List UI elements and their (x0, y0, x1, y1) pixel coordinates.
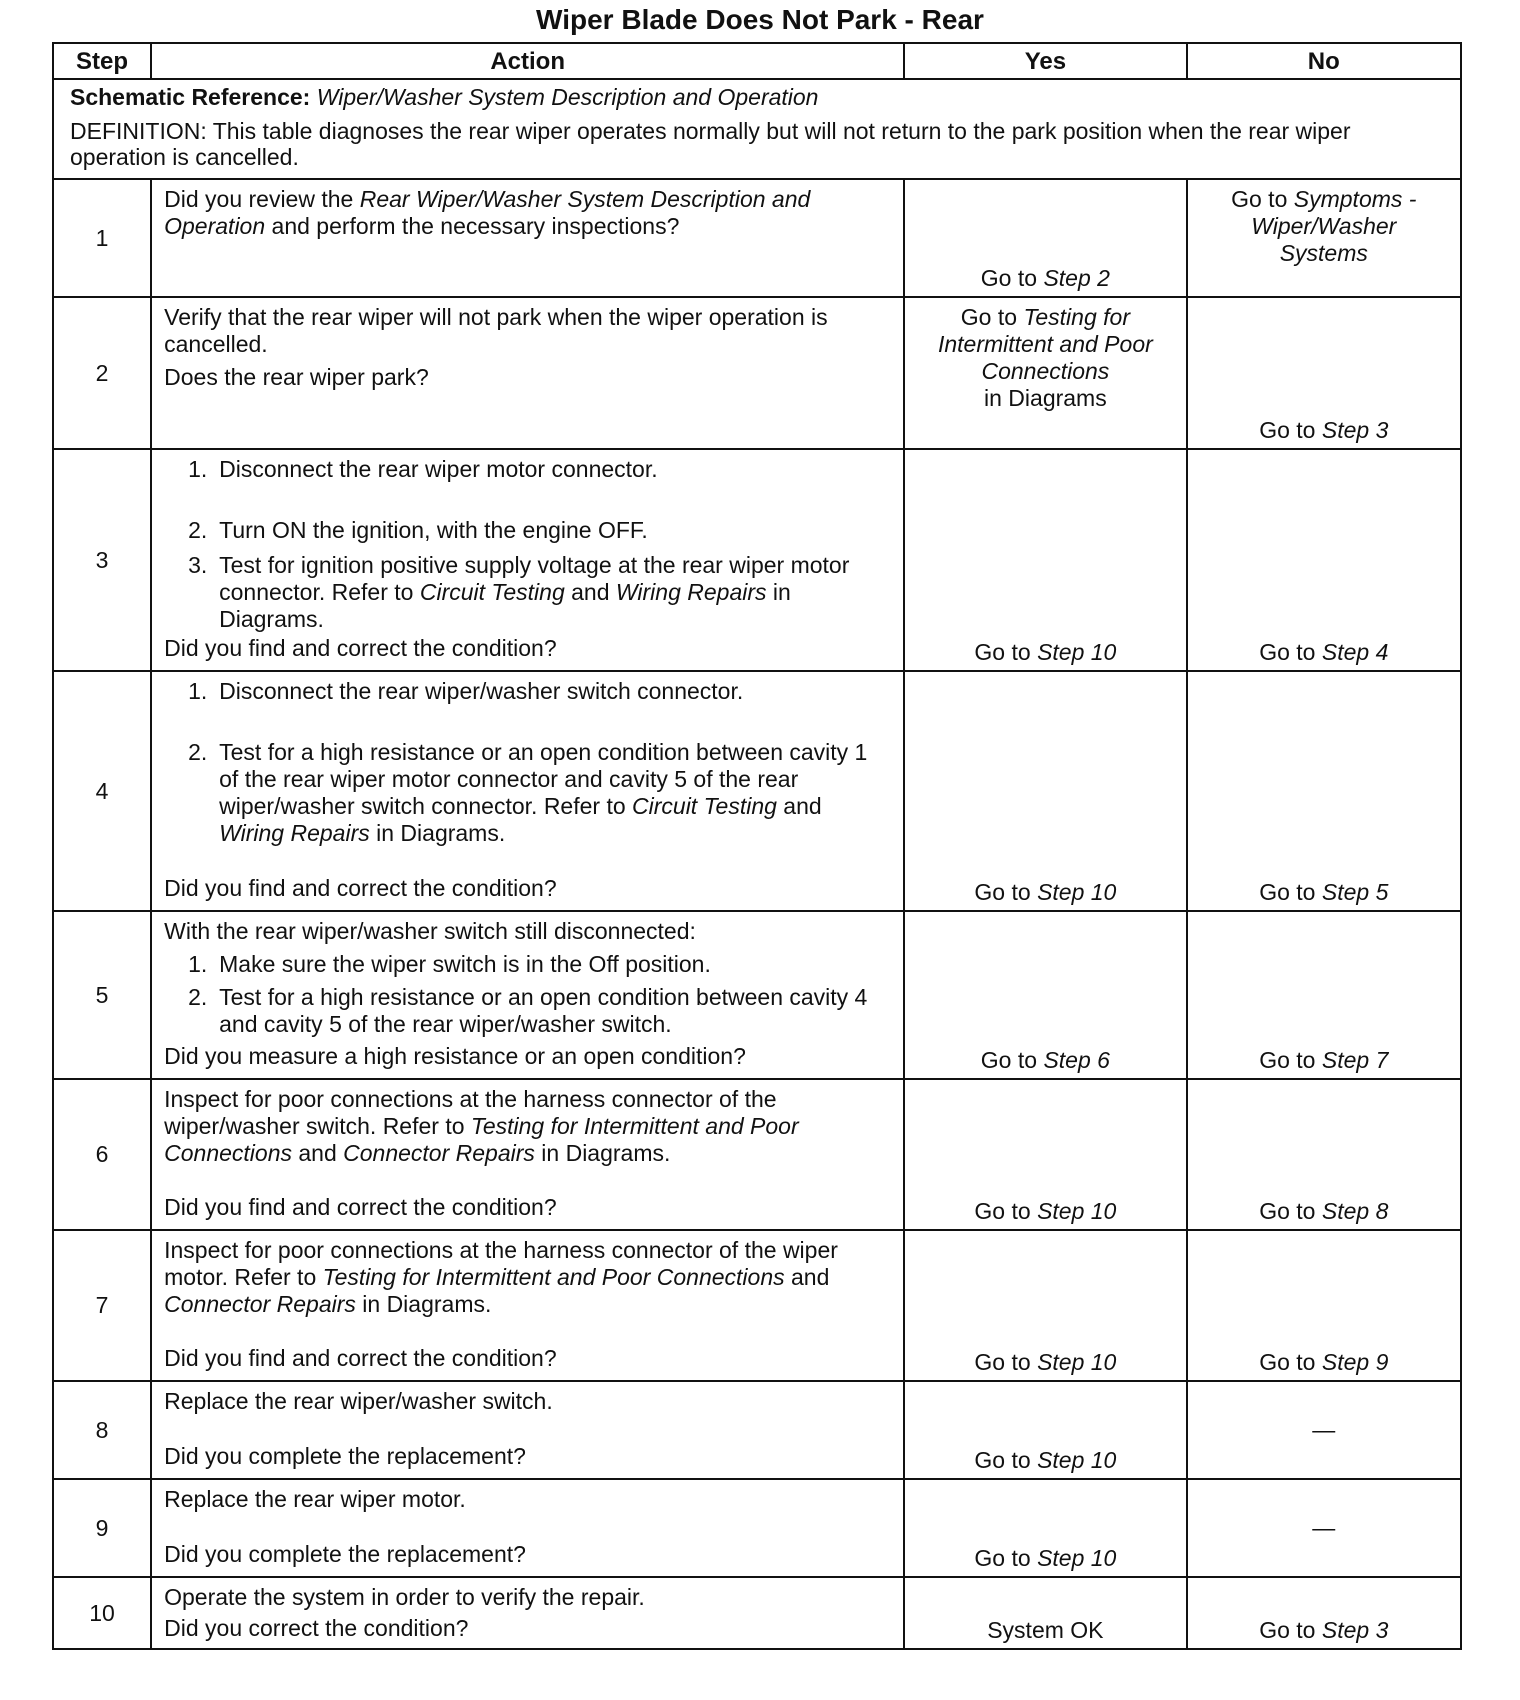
list-item: 1. Disconnect the rear wiper motor connector. (188, 456, 658, 482)
step-question: Did you complete the replacement? (164, 1443, 526, 1469)
yes-ref: Step 2 (1043, 265, 1110, 291)
no-ref: Step 9 (1321, 1349, 1389, 1375)
step-action (151, 449, 904, 671)
yes-cell (904, 1577, 1186, 1649)
no-cell: Go to Step 5 (1187, 671, 1461, 911)
no-ref: Step 3 (1321, 417, 1389, 443)
step-action: Did you review the Rear Wiper/Washer System Description and Operation and perform the necessary inspections? (151, 179, 904, 297)
no-cell: Go to Step 3 (1187, 1577, 1461, 1649)
step-number: 4 (53, 671, 151, 911)
no-cell: Go to Step 9 (1187, 1230, 1461, 1381)
yes-cell: Go to Step 10 (904, 1079, 1186, 1230)
no-value: — (1312, 1416, 1336, 1443)
yes-cell: Go to Step 6 (904, 911, 1186, 1079)
list-item: 2. Test for a high resistance or an open condition between cavity 1 of the rear wiper motor connector and cavity 5 of the rear wiper/washer switch connector. Refer to Circuit Testing and Wiring Repairs in Diagrams. (188, 739, 868, 846)
schematic-label: Schematic Reference: (70, 84, 311, 110)
no-ref: Step 5 (1321, 879, 1389, 905)
schematic-ref-link: Wiper/Washer System Description and Operation (316, 84, 819, 110)
step-row-6 (53, 1079, 1461, 1230)
step-row-9 (53, 1479, 1461, 1577)
yes-ref: Step 10 (1037, 639, 1117, 665)
yes-ref: Step 10 (1037, 1198, 1117, 1224)
list-item: 2. Test for a high resistance or an open condition between cavity 4 and cavity 5 of the rear wiper/washer switch. (188, 984, 868, 1037)
list-item: 3. Test for ignition positive supply voltage at the rear wiper motor connector. Refer to Circuit Testing and Wiring Repairs in Diagrams. (188, 552, 850, 632)
yes-ref: Step 6 (1043, 1047, 1110, 1073)
yes-cell: Go to Step 10 (904, 1230, 1186, 1381)
step-number: 5 (53, 911, 151, 1079)
list-item: 2. Turn ON the ignition, with the engine OFF. (188, 517, 648, 543)
no-cell (1187, 1381, 1461, 1479)
step-action: Operate the system in order to verify the repair. Did you correct the condition? (151, 1577, 904, 1649)
no-cell: Go to Step 3 (1187, 297, 1461, 449)
yes-cell: Go to Step 10 (904, 1381, 1186, 1479)
step-row-5 (53, 911, 1461, 1079)
step-row-2 (53, 297, 1461, 449)
no-ref: Step 8 (1321, 1198, 1389, 1224)
step-question: Did you find and correct the condition? (164, 635, 557, 661)
no-ref: Step 3 (1321, 1617, 1389, 1643)
step-row-8 (53, 1381, 1461, 1479)
page-title: Wiper Blade Does Not Park - Rear (536, 4, 984, 35)
step-number: 3 (53, 449, 151, 671)
no-cell: Go to Step 8 (1187, 1079, 1461, 1230)
step-question: Did you correct the condition? (164, 1615, 469, 1641)
step-question: Did you find and correct the condition? (164, 1194, 557, 1220)
yes-cell: Go to Step 10 (904, 449, 1186, 671)
step-question: Did you measure a high resistance or an open condition? (164, 1043, 746, 1069)
yes-cell: Go to Step 2 (904, 179, 1186, 297)
step-row-10 (53, 1577, 1461, 1649)
step-number: 8 (53, 1381, 151, 1479)
step-number: 6 (53, 1079, 151, 1230)
yes-ref: Step 10 (1037, 879, 1117, 905)
yes-cell: Go to Step 10 (904, 1479, 1186, 1577)
no-ref: Step 4 (1321, 639, 1389, 665)
yes-ref: Step 10 (1037, 1349, 1117, 1375)
no-cell: Go to Step 7 (1187, 911, 1461, 1079)
yes-ref: Step 10 (1037, 1545, 1117, 1571)
step-row-1 (53, 179, 1461, 297)
no-cell: Go to Symptoms - Wiper/Washer Systems (1187, 179, 1461, 297)
step-row-7 (53, 1230, 1461, 1381)
step-row-3 (53, 449, 1461, 671)
yes-cell: Go to Step 10 (904, 671, 1186, 911)
yes-ref: Testing for Intermittent and Poor Connections (937, 304, 1153, 384)
step-action (151, 671, 904, 911)
definition-row (53, 79, 1461, 179)
action-ref: Rear Wiper/Washer System Description and Operation (164, 186, 811, 239)
header-action: Action (151, 43, 904, 79)
step-number: 2 (53, 297, 151, 449)
step-action: Verify that the rear wiper will not park when the wiper operation is cancelled. Does the rear wiper park? (151, 297, 904, 449)
no-cell (1187, 1479, 1461, 1577)
header-no: No (1187, 43, 1461, 79)
yes-cell: Go to Testing for Intermittent and Poor Connections in Diagrams (904, 297, 1186, 449)
header-row (53, 43, 1461, 79)
no-ref: Symptoms - (1293, 186, 1417, 212)
step-number: 10 (53, 1577, 151, 1649)
no-ref: Step 7 (1321, 1047, 1389, 1073)
yes-value: System OK (987, 1617, 1104, 1643)
step-number: 7 (53, 1230, 151, 1381)
step-action: Replace the rear wiper motor. Did you complete the replacement? (151, 1479, 904, 1577)
header-step: Step (53, 43, 151, 79)
no-cell: Go to Step 4 (1187, 449, 1461, 671)
definition-text: DEFINITION: This table diagnoses the rear wiper operates normally but will not return to the park position when the rear wiper operation is cancelled. (70, 118, 1351, 170)
step-row-4 (53, 671, 1461, 911)
no-value: — (1312, 1514, 1336, 1541)
yes-ref: Step 10 (1037, 1447, 1117, 1473)
schematic-reference (70, 84, 1444, 110)
step-action: Inspect for poor connections at the harness connector of the wiper motor. Refer to Testing for Intermittent and Poor Connections and Connector Repairs in Diagrams. Did you find and correct the condition? (151, 1230, 904, 1381)
step-question: Did you find and correct the condition? (164, 1345, 557, 1371)
step-action: With the rear wiper/washer switch still disconnected: 1. Make sure the wiper switch is in the Off position. 2. Test for a high resistance or an open condition between cavity 4 and cavity 5 of the rear wiper/washer switch. Did you measure a high resistance or an open condition? (151, 911, 904, 1079)
step-number: 1 (53, 179, 151, 297)
list-item: 1. Disconnect the rear wiper/washer switch connector. (188, 678, 744, 704)
step-action: Replace the rear wiper/washer switch. Did you complete the replacement? (151, 1381, 904, 1479)
step-question: Did you complete the replacement? (164, 1541, 526, 1567)
list-item: 1. Make sure the wiper switch is in the Off position. (188, 951, 711, 977)
header-yes: Yes (904, 43, 1186, 79)
diagnostic-table (52, 42, 1462, 1650)
step-action: Inspect for poor connections at the harness connector of the wiper/washer switch. Refer to Testing for Intermittent and Poor Connections and Connector Repairs in Diagrams. Did you find and correct the condition? (151, 1079, 904, 1230)
step-question: Did you find and correct the condition? (164, 875, 557, 901)
step-number: 9 (53, 1479, 151, 1577)
